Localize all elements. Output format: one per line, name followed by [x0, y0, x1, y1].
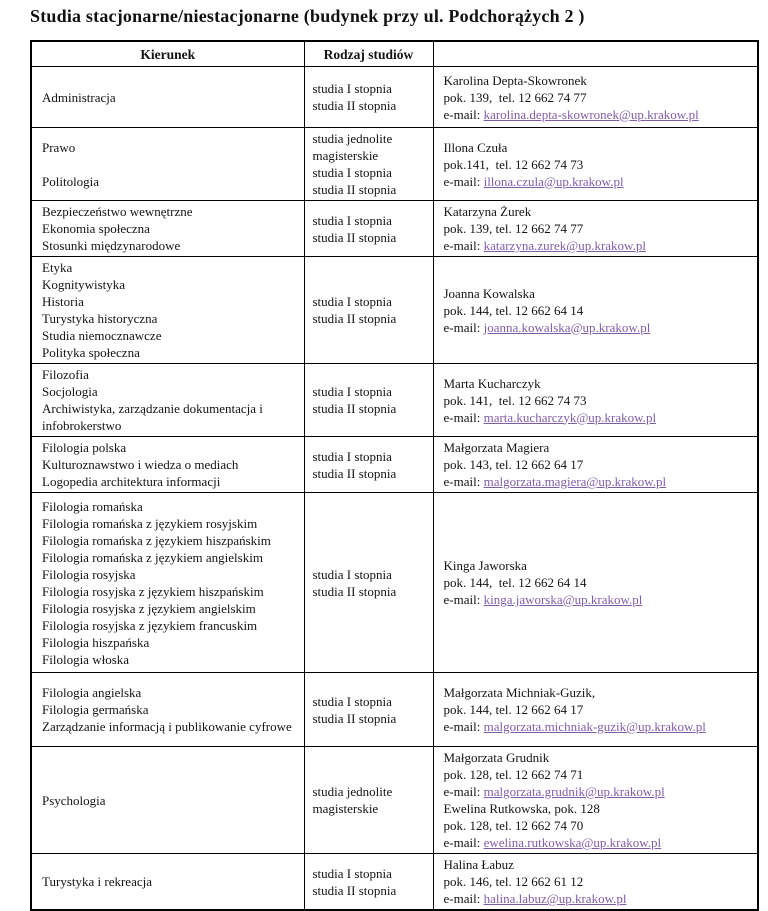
contact-cell — [433, 854, 758, 911]
email-link[interactable]: malgorzata.magiera@up.krakow.pl — [483, 474, 667, 489]
kierunek-cell — [31, 67, 304, 128]
program-name: Filologia rosyjska z językiem hiszpańskim — [42, 583, 264, 599]
contact-email-line — [444, 409, 750, 426]
study-type: studia I stopnia — [312, 384, 392, 399]
study-type: studia II stopnia — [312, 401, 397, 416]
program-name: Filologia angielska — [42, 685, 142, 700]
table-row — [31, 437, 758, 493]
contact-line: Karolina Depta-Skowronek — [443, 72, 587, 88]
table-row — [31, 201, 758, 257]
contact-cell — [433, 673, 758, 747]
contact-line: Małgorzata Magiera — [443, 440, 550, 455]
kierunek-cell — [31, 257, 304, 364]
contact-line: pok. 143, tel. 12 662 64 17 — [443, 457, 584, 472]
programs-table — [30, 40, 759, 911]
program-name: Archiwistyka, zarządzanie dokumentacja i infobrokerstwo — [42, 401, 263, 433]
email-link[interactable]: marta.kucharczyk@up.krakow.pl — [483, 409, 657, 425]
study-type: studia I stopnia — [312, 212, 392, 228]
email-label: e-mail: — [443, 106, 484, 122]
contact-cell — [433, 747, 758, 854]
rodzaj-studiow-cell — [304, 201, 433, 257]
contact-email-line — [444, 173, 750, 190]
email-label: e-mail: — [443, 719, 484, 734]
table-row — [31, 67, 758, 128]
kierunek-cell — [31, 128, 304, 201]
study-type: studia I stopnia — [312, 566, 392, 582]
contact-line: pok. 139, tel. 12 662 74 77 — [443, 221, 584, 236]
email-link[interactable]: halina.labuz@up.krakow.pl — [483, 891, 627, 906]
header-row — [31, 41, 758, 67]
contact-line: Joanna Kowalska — [443, 285, 535, 301]
email-label: e-mail: — [443, 784, 484, 799]
email-link[interactable]: katarzyna.zurek@up.krakow.pl — [483, 238, 646, 253]
contact-cell — [433, 128, 758, 201]
program-name: Etyka — [42, 260, 73, 275]
program-name: Filologia romańska z językiem rosyjskim — [42, 515, 258, 531]
kierunek-cell — [31, 854, 304, 911]
contact-email-line — [444, 473, 750, 490]
program-name: Filologia romańska — [42, 498, 143, 514]
contact-cell — [433, 67, 758, 128]
rodzaj-studiow-cell — [304, 854, 433, 911]
email-label: e-mail: — [443, 319, 484, 335]
study-type: studia I stopnia — [312, 693, 392, 709]
contact-cell — [433, 201, 758, 257]
program-name — [42, 156, 296, 173]
email-link[interactable]: illona.czula@up.krakow.pl — [483, 173, 624, 189]
study-type: studia jednolite magisterskie — [312, 784, 393, 816]
study-type: studia II stopnia — [312, 182, 397, 197]
kierunek-cell — [31, 437, 304, 493]
table-row — [31, 257, 758, 364]
kierunek-cell — [31, 201, 304, 257]
program-name: Filologia romańska z językiem angielskim — [42, 549, 263, 565]
program-name: Filologia rosyjska z językiem angielskim — [42, 600, 256, 616]
program-name: Filologia romańska z językiem hiszpańskim — [42, 532, 271, 548]
program-name: Polityka społeczna — [42, 345, 140, 360]
contact-line: Illona Czuła — [443, 139, 508, 155]
contact-line: pok. 144, tel. 12 662 64 14 — [443, 575, 587, 590]
contact-email-line — [444, 319, 750, 336]
email-label: e-mail: — [443, 238, 484, 253]
rodzaj-studiow-cell — [304, 673, 433, 747]
study-type: studia I stopnia — [312, 294, 392, 309]
contact-line: pok. 128, tel. 12 662 74 70 — [443, 818, 584, 833]
rodzaj-studiow-cell — [304, 437, 433, 493]
program-name: Filologia rosyjska — [42, 566, 136, 582]
study-type: studia II stopnia — [312, 465, 397, 481]
contact-line: Małgorzata Grudnik — [443, 750, 550, 765]
program-name: Zarządzanie informacją i publikowanie cyfrowe — [42, 719, 292, 734]
table-row — [31, 854, 758, 911]
contact-email-line — [444, 834, 750, 851]
contact-line: pok.141, tel. 12 662 74 73 — [443, 156, 584, 172]
study-type: studia II stopnia — [312, 710, 397, 726]
rodzaj-studiow-cell — [304, 257, 433, 364]
study-type: studia II stopnia — [312, 229, 397, 245]
table-row — [31, 493, 758, 673]
kierunek-cell — [31, 364, 304, 437]
email-link[interactable]: malgorzata.michniak-guzik@up.krakow.pl — [483, 719, 706, 734]
email-link[interactable]: ewelina.rutkowska@up.krakow.pl — [483, 835, 662, 850]
header-rodzaj-studiow: Rodzaj studiów — [304, 41, 433, 67]
contact-email-line — [444, 591, 750, 608]
contact-line: pok. 141, tel. 12 662 74 73 — [443, 392, 587, 408]
table-body — [31, 67, 758, 911]
page-title: Studia stacjonarne/niestacjonarne (budynek przy ul. Podchorążych 2 ) — [30, 6, 585, 26]
program-name: Kognitywistyka — [42, 277, 126, 292]
contact-line: Marta Kucharczyk — [443, 375, 541, 391]
contact-line: pok. 146, tel. 12 662 61 12 — [443, 874, 584, 889]
rodzaj-studiow-cell — [304, 128, 433, 201]
contact-email-line — [444, 237, 750, 254]
email-label: e-mail: — [443, 835, 484, 850]
email-label: e-mail: — [443, 891, 484, 906]
table-row — [31, 747, 758, 854]
rodzaj-studiow-cell — [304, 747, 433, 854]
email-link[interactable]: joanna.kowalska@up.krakow.pl — [483, 319, 651, 335]
email-link[interactable]: kinga.jaworska@up.krakow.pl — [483, 592, 643, 607]
kierunek-cell — [31, 747, 304, 854]
contact-line: Katarzyna Żurek — [443, 204, 532, 219]
document-page — [0, 6, 768, 906]
contact-line: Ewelina Rutkowska, pok. 128 — [443, 801, 600, 816]
contact-cell — [433, 364, 758, 437]
contact-line: pok. 144, tel. 12 662 64 14 — [443, 302, 584, 318]
program-name: Ekonomia społeczna — [42, 221, 150, 236]
study-type: studia I stopnia — [312, 448, 392, 464]
program-name: Politologia — [42, 173, 100, 189]
study-type: studia II stopnia — [312, 98, 397, 113]
contact-line: pok. 139, tel. 12 662 74 77 — [443, 89, 587, 105]
email-label: e-mail: — [443, 409, 484, 425]
program-name: Filologia rosyjska z językiem francuskim — [42, 617, 258, 633]
program-name: Logopedia architektura informacji — [42, 474, 221, 489]
program-name: Studia niemocznawcze — [42, 328, 162, 343]
study-type: studia II stopnia — [312, 311, 397, 326]
rodzaj-studiow-cell — [304, 493, 433, 673]
contact-email-line — [444, 106, 750, 123]
program-name: Filozofia — [42, 367, 89, 382]
contact-line: pok. 128, tel. 12 662 74 71 — [443, 767, 584, 782]
contact-email-line — [444, 890, 750, 907]
study-type: studia jednolite magisterskie — [312, 131, 393, 163]
email-label: e-mail: — [443, 474, 484, 489]
program-name: Filologia germańska — [42, 702, 149, 717]
study-type: studia I stopnia — [312, 165, 392, 180]
program-name: Filologia polska — [42, 440, 127, 455]
program-name: Stosunki międzynarodowe — [42, 238, 181, 253]
rodzaj-studiow-cell — [304, 364, 433, 437]
table-row — [31, 673, 758, 747]
header-contact — [433, 41, 758, 67]
study-type: studia I stopnia — [312, 81, 392, 96]
email-link[interactable]: karolina.depta-skowronek@up.krakow.pl — [483, 106, 699, 122]
contact-line: pok. 144, tel. 12 662 64 17 — [443, 702, 584, 717]
program-name: Turystyka historyczna — [42, 311, 158, 326]
table-row — [31, 128, 758, 201]
program-name: Historia — [42, 294, 84, 309]
program-name: Administracja — [42, 89, 116, 105]
program-name: Psychologia — [42, 792, 106, 808]
contact-email-line — [444, 718, 750, 735]
program-name: Filologia hiszpańska — [42, 634, 150, 650]
rodzaj-studiow-cell — [304, 67, 433, 128]
contact-line: Małgorzata Michniak-Guzik, — [443, 685, 596, 700]
study-type: studia II stopnia — [312, 583, 397, 599]
contact-cell — [433, 437, 758, 493]
email-label: e-mail: — [443, 173, 484, 189]
contact-line: Kinga Jaworska — [443, 558, 527, 573]
program-name: Turystyka i rekreacja — [42, 874, 152, 889]
program-name: Socjologia — [42, 384, 98, 399]
kierunek-cell — [31, 493, 304, 673]
contact-email-line — [444, 783, 750, 800]
study-type: studia II stopnia — [312, 882, 397, 898]
email-link[interactable]: malgorzata.grudnik@up.krakow.pl — [483, 784, 665, 799]
study-type: studia I stopnia — [312, 865, 392, 881]
program-name: Kulturoznawstwo i wiedza o mediach — [42, 457, 239, 472]
email-label: e-mail: — [443, 592, 484, 607]
kierunek-cell — [31, 673, 304, 747]
contact-cell — [433, 257, 758, 364]
contact-line: Halina Łabuz — [443, 857, 514, 872]
program-name: Bezpieczeństwo wewnętrzne — [42, 204, 193, 219]
header-kierunek: Kierunek — [31, 41, 304, 67]
program-name: Prawo — [42, 139, 76, 155]
table-row — [31, 364, 758, 437]
contact-cell — [433, 493, 758, 673]
program-name: Filologia włoska — [42, 651, 130, 667]
